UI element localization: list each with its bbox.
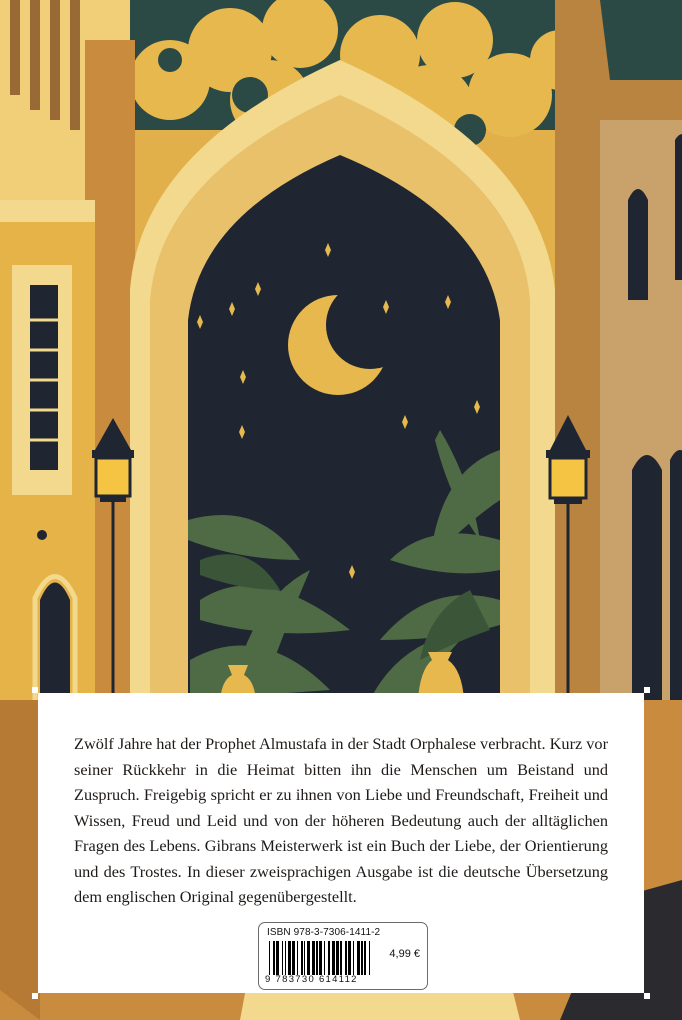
barcode-bar xyxy=(282,941,283,975)
ground-left xyxy=(0,700,40,1020)
barcode-bar xyxy=(361,941,363,975)
door-knocker-icon xyxy=(37,530,47,540)
barcode-bar xyxy=(319,941,322,975)
barcode-bar xyxy=(297,941,298,975)
window xyxy=(30,285,58,470)
blurb-text: Zwölf Jahre hat der Prophet Almustafa in der Stadt Orphalese verbracht. Kurz vor seiner Rückkehr in die Heimat bitten ihn die Menschen um Beistand und Zuspruch. Freigebig spricht er zu ihnen von Liebe und Freundschaft, Freiheit und Wissen, Freud und Leid und von der höheren Bedeutung auch der alltäglichen Fragen des Lebens. Gibrans Meisterwerk ist ein Buch der Liebe, der Orientierung und des Trostes. In dieser zweisprachigen Ausgabe ist die deutsche Übersetzung dem englischen Original gegenübergestellt. xyxy=(74,734,608,906)
barcode-bar xyxy=(332,941,335,975)
right-window-2 xyxy=(675,134,682,280)
panel-corner xyxy=(32,993,38,999)
barcode-bar xyxy=(269,941,270,975)
blurb-panel xyxy=(38,693,644,993)
barcode-bar xyxy=(328,941,330,975)
right-roof xyxy=(600,0,682,80)
barcode-bar xyxy=(353,941,354,975)
right-window-1 xyxy=(628,189,648,300)
barcode-bar xyxy=(312,941,315,975)
isbn-label: ISBN 978-3-7306-1411-2 xyxy=(267,927,381,938)
barcode-bar xyxy=(316,941,318,975)
barcode-icon xyxy=(267,941,379,975)
price-label: 4,99 € xyxy=(389,948,420,960)
barcode-box xyxy=(258,922,428,990)
right-door-2 xyxy=(670,450,682,720)
right-door xyxy=(632,455,662,720)
barcode-bar xyxy=(304,941,305,975)
panel-corner xyxy=(644,993,650,999)
barcode-bar xyxy=(357,941,360,975)
barcode-bar xyxy=(348,941,351,975)
panel-corner xyxy=(32,687,38,693)
left-door xyxy=(40,583,70,701)
barcode-bar xyxy=(364,941,366,975)
panel-corner xyxy=(644,687,650,693)
barcode-bar xyxy=(307,941,310,975)
barcode-bar xyxy=(345,941,347,975)
barcode-bar xyxy=(301,941,303,975)
ean-digits: 9 783730 614112 xyxy=(265,974,358,985)
barcode-bar xyxy=(336,941,339,975)
barcode-bar xyxy=(273,941,275,975)
barcode-bar xyxy=(285,941,286,975)
barcode-bar xyxy=(292,941,295,975)
left-wall-trim xyxy=(0,200,95,222)
barcode-bar xyxy=(340,941,342,975)
barcode-bar xyxy=(369,941,370,975)
barcode-bar xyxy=(324,941,325,975)
barcode-bar xyxy=(288,941,291,975)
barcode-bar xyxy=(276,941,279,975)
